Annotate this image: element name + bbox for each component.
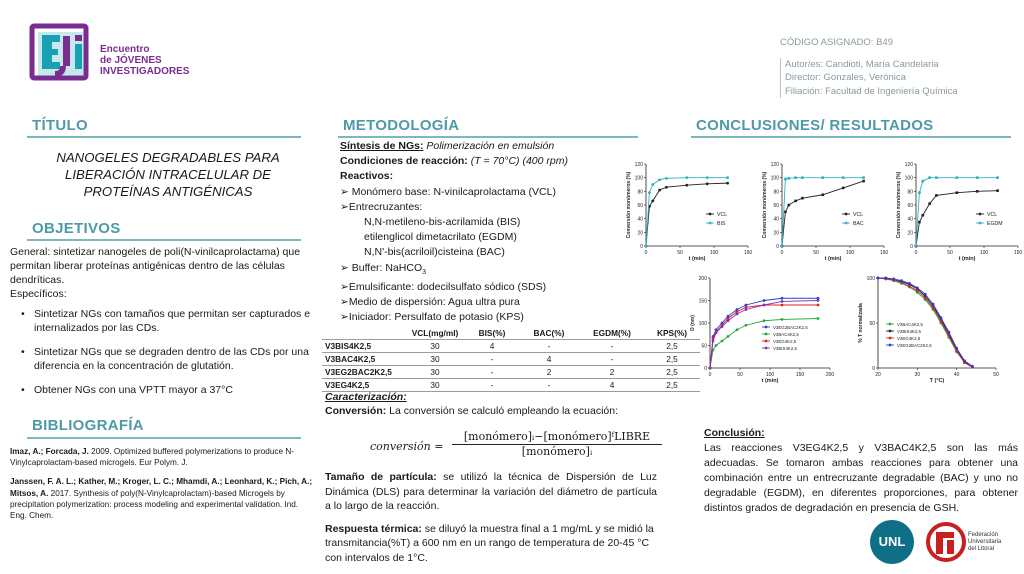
data-point bbox=[956, 191, 959, 194]
conversion-bis-chart bbox=[620, 158, 754, 262]
data-point bbox=[928, 176, 931, 179]
y-tick-label: 60 bbox=[637, 203, 643, 209]
data-point bbox=[822, 176, 825, 179]
legend-label: V3EG4K2,5 bbox=[897, 336, 921, 341]
data-point bbox=[658, 178, 661, 181]
legend-label: VCL bbox=[717, 212, 728, 218]
x-tick-label: 50 bbox=[737, 372, 743, 378]
x-axis-label: t (min) bbox=[761, 378, 779, 384]
series-line bbox=[710, 298, 818, 368]
data-point bbox=[784, 178, 787, 181]
poster-title: NANOGELES DEGRADABLES PARA LIBERACIÓN INTRACELULAR DE PROTEÍNAS ANTIGÉNICAS bbox=[56, 150, 280, 199]
logo-line-3: INVESTIGADORES bbox=[100, 66, 190, 77]
y-tick-label: 20 bbox=[773, 230, 779, 237]
reference-1: Imaz, A.; Forcada, J. 2009. Optimized buffered polymerizations to produce N-Vinylcaprolactam-based microgels. Eur Polym. J. bbox=[10, 447, 294, 468]
y-tick-label: 20 bbox=[907, 230, 913, 237]
data-point bbox=[763, 299, 766, 302]
data-point bbox=[794, 200, 797, 203]
equation-numerator: [monómero]ᵢ−[monómero]ᶠLIBRE bbox=[452, 430, 662, 445]
data-point bbox=[971, 365, 974, 368]
unl-logo: UNL bbox=[870, 520, 914, 564]
data-point bbox=[658, 189, 661, 192]
conversion-bac-chart bbox=[756, 158, 890, 262]
data-point bbox=[956, 176, 959, 179]
tamano-block bbox=[325, 470, 657, 565]
bibliografia-rule bbox=[27, 437, 301, 439]
y-tick-label: 80 bbox=[907, 189, 913, 196]
conversion-egdm-chart bbox=[890, 158, 1024, 262]
objetivo-general: General: sintetizar nanogeles de poli(N-vinilcaprolactama) que permitan liberar proteínas antigénicas dentro de las células dendríticas. bbox=[10, 246, 301, 286]
data-point bbox=[884, 277, 887, 280]
legend-marker bbox=[845, 213, 848, 216]
legend-label: V3BIS4K2,5 bbox=[773, 346, 797, 351]
y-axis-label: D (nm) bbox=[690, 315, 696, 331]
data-point bbox=[862, 176, 865, 179]
respuesta-text: Respuesta térmica: se diluyó la muestra final a 1 mg/mL y se midió la transmitancia(%T) a 600 nm en un rango de temperatura de 20-45 °C con intervalos de 1°C. bbox=[325, 522, 654, 564]
y-tick-label: 0 bbox=[776, 244, 779, 250]
titulo-rule bbox=[27, 136, 301, 138]
data-point bbox=[801, 176, 804, 179]
x-tick-label: 150 bbox=[1013, 250, 1023, 256]
data-point bbox=[709, 367, 712, 370]
x-tick-label: 50 bbox=[947, 250, 953, 256]
series-line bbox=[782, 178, 864, 246]
data-point bbox=[745, 324, 748, 327]
x-axis-label: t (min) bbox=[824, 256, 842, 262]
series-line bbox=[646, 178, 728, 246]
data-point bbox=[955, 347, 958, 350]
y-tick-label: 0 bbox=[872, 366, 875, 372]
series-line bbox=[916, 191, 998, 246]
y-axis-label: Conversión monómeros (%) bbox=[626, 171, 632, 239]
y-tick-label: 40 bbox=[907, 216, 913, 223]
data-point bbox=[976, 190, 979, 193]
federacion-logo: Federación Universitaria del Litoral bbox=[926, 520, 1022, 564]
bibliografia-body bbox=[10, 446, 314, 521]
objetivos-especificos-label: Específicos: bbox=[10, 288, 67, 300]
data-point bbox=[801, 197, 804, 200]
data-point bbox=[963, 359, 966, 362]
header-info bbox=[780, 36, 958, 98]
data-point bbox=[781, 297, 784, 300]
data-point bbox=[924, 293, 927, 296]
x-tick-label: 100 bbox=[979, 250, 989, 256]
data-point bbox=[862, 180, 865, 183]
x-tick-label: 0 bbox=[644, 250, 648, 256]
data-point bbox=[727, 319, 730, 322]
data-point bbox=[706, 182, 709, 185]
equation-denominator: [monómero]ᵢ bbox=[521, 445, 593, 458]
data-point bbox=[763, 304, 766, 307]
data-point bbox=[892, 278, 895, 281]
legend-marker bbox=[889, 330, 892, 333]
objetivos-rule bbox=[27, 239, 301, 241]
y-tick-label: 100 bbox=[866, 276, 875, 282]
equation-lhs: conversión = bbox=[370, 440, 444, 453]
y-tick-label: 60 bbox=[773, 203, 779, 209]
data-point bbox=[651, 200, 654, 203]
table-header-row: VCL(mg/ml) BIS(%) BAC(%) EGDM(%) KPS(%) bbox=[322, 327, 700, 340]
data-point bbox=[916, 287, 919, 290]
x-axis-label: t (min) bbox=[958, 256, 976, 262]
legend-marker bbox=[709, 222, 712, 225]
x-tick-label: 50 bbox=[813, 250, 819, 256]
data-point bbox=[900, 279, 903, 282]
table-row: V3EG4K2,5 30 - - 4 2,5 bbox=[322, 379, 700, 392]
bibliografia-heading: BIBLIOGRAFÍA bbox=[32, 417, 144, 434]
data-point bbox=[817, 317, 820, 320]
legend-marker bbox=[979, 213, 982, 216]
logo-line-1: Encuentro bbox=[100, 44, 150, 55]
x-tick-label: 100 bbox=[765, 372, 775, 378]
assigned-code: CÓDIGO ASIGNADO: B49 bbox=[780, 37, 893, 48]
reactions-table-wrap bbox=[322, 327, 700, 392]
y-tick-label: 0 bbox=[910, 244, 913, 250]
y-tick-label: 200 bbox=[698, 276, 707, 282]
y-tick-label: 50 bbox=[701, 343, 707, 350]
objetivos-heading: OBJETIVOS bbox=[32, 220, 121, 237]
table-row: V3BAC4K2,5 30 - 4 - 2,5 bbox=[322, 353, 700, 366]
data-point bbox=[736, 313, 739, 316]
legend-label: VCL bbox=[987, 212, 998, 218]
legend-label: V3EG2BAC2K2,5 bbox=[773, 325, 808, 330]
data-point bbox=[976, 176, 979, 179]
data-point bbox=[817, 299, 820, 302]
x-tick-label: 150 bbox=[795, 372, 805, 378]
series-line bbox=[878, 278, 972, 367]
caracterizacion-block bbox=[325, 390, 657, 418]
data-point bbox=[715, 332, 718, 335]
y-tick-label: 100 bbox=[904, 175, 913, 182]
objetivos-body bbox=[10, 245, 314, 407]
data-point bbox=[922, 180, 925, 183]
x-tick-label: 50 bbox=[993, 372, 999, 378]
data-point bbox=[726, 182, 729, 185]
legend-label: VCL bbox=[853, 212, 864, 218]
data-point bbox=[908, 282, 911, 285]
series-line bbox=[710, 305, 818, 368]
metodologia-rule bbox=[338, 136, 638, 138]
y-axis-label: Conversión monómeros (%) bbox=[762, 171, 768, 239]
x-axis-label: t (min) bbox=[688, 256, 706, 262]
data-point bbox=[940, 316, 943, 319]
x-tick-label: 0 bbox=[914, 250, 918, 256]
table-row: V3BIS4K2,5 30 4 - - 2,5 bbox=[322, 340, 700, 353]
data-point bbox=[932, 303, 935, 306]
x-tick-label: 0 bbox=[780, 250, 784, 256]
metodologia-heading: METODOLOGÍA bbox=[343, 117, 460, 134]
director: Director: Gonzales, Verónica bbox=[785, 72, 906, 83]
y-tick-label: 80 bbox=[637, 189, 643, 196]
legend-label: V3EG2BAC2K2,5 bbox=[897, 343, 932, 348]
legend-label: BIS bbox=[717, 221, 726, 227]
legend-marker bbox=[845, 222, 848, 225]
data-point bbox=[781, 304, 784, 307]
data-point bbox=[996, 189, 999, 192]
x-tick-label: 0 bbox=[708, 372, 712, 378]
reference-2: Janssen, F. A. L.; Kather, M.; Kroger, L. C.; Mhamdi, A.; Leonhard, K.; Pich, A.; Mitsos, A. 2017. Synthesis of poly(N-Vinylcaprolactam)-based Microgels by precipitation polymerization: process modeling and experimental validation. Ind. Eng. Chem. bbox=[10, 477, 313, 521]
y-tick-label: 100 bbox=[698, 321, 707, 327]
x-tick-label: 150 bbox=[879, 250, 889, 256]
data-point bbox=[706, 176, 709, 179]
tamano-text: Tamaño de partícula: se utilizó la técnica de Dispersión de Luz Dinámica (DLS) para determinar la variación del diámetro de partícula a lo largo de la reacción. bbox=[325, 471, 658, 512]
x-tick-label: 100 bbox=[709, 250, 719, 256]
data-point bbox=[685, 184, 688, 187]
y-tick-label: 40 bbox=[637, 216, 643, 223]
y-axis-label: % T normalizada bbox=[858, 303, 864, 343]
y-tick-label: 100 bbox=[770, 175, 779, 182]
particle-size-chart bbox=[680, 272, 840, 384]
legend-marker bbox=[765, 347, 768, 350]
table-row: V3EG2BAC2K2,5 30 - 2 2 2,5 bbox=[322, 366, 700, 379]
data-point bbox=[915, 245, 918, 248]
data-point bbox=[996, 176, 999, 179]
y-tick-label: 40 bbox=[773, 216, 779, 223]
y-tick-label: 120 bbox=[904, 162, 913, 168]
data-point bbox=[781, 245, 784, 248]
data-point bbox=[712, 340, 715, 343]
x-axis-label: T (°C) bbox=[929, 378, 945, 384]
authors: Autor/es: Candioti, María Candelaria bbox=[785, 58, 939, 70]
legend-marker bbox=[979, 222, 982, 225]
data-point bbox=[822, 193, 825, 196]
data-point bbox=[935, 176, 938, 179]
data-point bbox=[665, 177, 668, 180]
conclusion-label: Conclusión: bbox=[704, 427, 765, 439]
data-point bbox=[736, 328, 739, 331]
caracterizacion-label: Caracterización: bbox=[325, 391, 407, 403]
data-point bbox=[721, 325, 724, 328]
titulo-heading: TÍTULO bbox=[32, 117, 88, 134]
y-tick-label: 80 bbox=[773, 189, 779, 196]
y-tick-label: 50 bbox=[869, 321, 875, 327]
data-point bbox=[918, 221, 921, 224]
data-point bbox=[745, 308, 748, 311]
x-tick-label: 100 bbox=[845, 250, 855, 256]
data-point bbox=[842, 176, 845, 179]
data-point bbox=[763, 319, 766, 322]
affiliation: Filiación: Facultad de Ingeniería Química bbox=[785, 85, 958, 97]
y-tick-label: 120 bbox=[770, 162, 779, 168]
x-tick-label: 200 bbox=[825, 372, 835, 378]
data-point bbox=[817, 304, 820, 307]
x-tick-label: 40 bbox=[953, 372, 960, 378]
conclusiones-heading: CONCLUSIONES/ RESULTADOS bbox=[696, 117, 934, 134]
legend-label: V3BAC4K2,5 bbox=[897, 322, 923, 327]
data-point bbox=[922, 214, 925, 217]
data-point bbox=[721, 340, 724, 343]
conclusiones-rule bbox=[691, 136, 1011, 138]
data-point bbox=[842, 187, 845, 190]
x-tick-label: 20 bbox=[875, 372, 881, 378]
objetivo-item: • Obtener NGs con una VPTT mayor a 37°C bbox=[34, 383, 314, 397]
data-point bbox=[685, 176, 688, 179]
data-point bbox=[781, 318, 784, 321]
y-tick-label: 100 bbox=[634, 175, 643, 182]
legend-marker bbox=[889, 344, 892, 347]
objetivo-item: • Sintetizar NGs con tamaños que permitan ser capturados e internalizados por las CDs. bbox=[34, 307, 314, 335]
logo-line-2: de JÓVENES bbox=[100, 55, 162, 66]
series-line bbox=[782, 181, 864, 246]
y-tick-label: 0 bbox=[640, 244, 643, 250]
data-point bbox=[648, 191, 651, 194]
series-line bbox=[646, 183, 728, 246]
conclusion-block bbox=[704, 426, 1018, 516]
data-point bbox=[918, 191, 921, 194]
legend-label: V3BAC4K2,5 bbox=[773, 332, 799, 337]
data-point bbox=[788, 177, 791, 180]
data-point bbox=[916, 289, 919, 292]
data-point bbox=[924, 296, 927, 299]
x-tick-label: 150 bbox=[743, 250, 753, 256]
conversion-text: Conversión: La conversión se calculó empleando la ecuación: bbox=[325, 405, 618, 417]
data-point bbox=[727, 335, 730, 338]
data-point bbox=[947, 331, 950, 334]
y-axis-label: Conversión monómeros (%) bbox=[896, 171, 902, 239]
legend-label: V3EG4K2,5 bbox=[773, 339, 797, 344]
legend-marker bbox=[765, 326, 768, 329]
data-point bbox=[908, 285, 911, 288]
data-point bbox=[928, 202, 931, 205]
eji-logo-icon bbox=[28, 22, 98, 84]
data-point bbox=[784, 211, 787, 214]
y-tick-label: 120 bbox=[634, 162, 643, 168]
legend-marker bbox=[765, 333, 768, 336]
y-tick-label: 0 bbox=[704, 366, 707, 372]
data-point bbox=[726, 176, 729, 179]
data-point bbox=[781, 300, 784, 303]
legend-marker bbox=[709, 213, 712, 216]
legend-label: V3BIS4K2,5 bbox=[897, 329, 921, 334]
legend-marker bbox=[889, 323, 892, 326]
event-logo bbox=[28, 22, 218, 86]
data-point bbox=[645, 245, 648, 248]
x-tick-label: 30 bbox=[914, 372, 921, 378]
data-point bbox=[935, 194, 938, 197]
federacion-emblem-icon bbox=[926, 520, 966, 564]
legend-marker bbox=[765, 340, 768, 343]
y-tick-label: 60 bbox=[907, 203, 913, 209]
conclusion-text: Las reacciones V3EG4K2,5 y V3BAC4K2,5 son las más adecuadas. Se tomaron ambas reacciones para obtener una combinación entre un entrecruzante degradable (BAC) y uno no degradable (EGDM), en diferentes proporciones, para obtener distintos grados de degradación en presencia de GSH. bbox=[704, 442, 1018, 514]
reactions-table bbox=[322, 327, 700, 392]
data-point bbox=[877, 277, 880, 280]
legend-label: EGDM bbox=[987, 221, 1003, 227]
legend-label: BAC bbox=[853, 221, 864, 227]
data-point bbox=[932, 306, 935, 309]
data-point bbox=[794, 176, 797, 179]
objetivo-item: • Sintetizar NGs que se degraden dentro de las CDs por una diferencia en la concentración de glutatión. bbox=[34, 345, 314, 373]
y-tick-label: 20 bbox=[637, 230, 643, 237]
data-point bbox=[788, 204, 791, 207]
metodologia-body: Síntesis de NGs: Polimerización en emulsión Condiciones de reacción: (T = 70°C) (400 rpm) Reactivos: ➢ Monómero base: N-vinilcaprolactama (VCL) ➢Entrecruzantes: N,N-metileno-bis-acrilamida (BIS) etilenglicol dimetacrilato (EGDM) N,N'-bis(acriloil)cisteina (BAC) ➢ Buffer: NaHCO$_3$ ➢Emulsificante: dodecilsulfato sódico (SDS) ➢Medio de dispersión: Agua ultra pura ➢Iniciador: Persulfato de potasio (KPS) bbox=[340, 140, 568, 324]
data-point bbox=[651, 183, 654, 186]
legend-marker bbox=[889, 337, 892, 340]
y-tick-label: 150 bbox=[698, 298, 707, 305]
data-point bbox=[715, 344, 718, 347]
thermal-response-chart bbox=[848, 272, 1008, 384]
series-line bbox=[916, 178, 998, 246]
data-point bbox=[665, 186, 668, 189]
x-tick-label: 50 bbox=[677, 250, 683, 256]
